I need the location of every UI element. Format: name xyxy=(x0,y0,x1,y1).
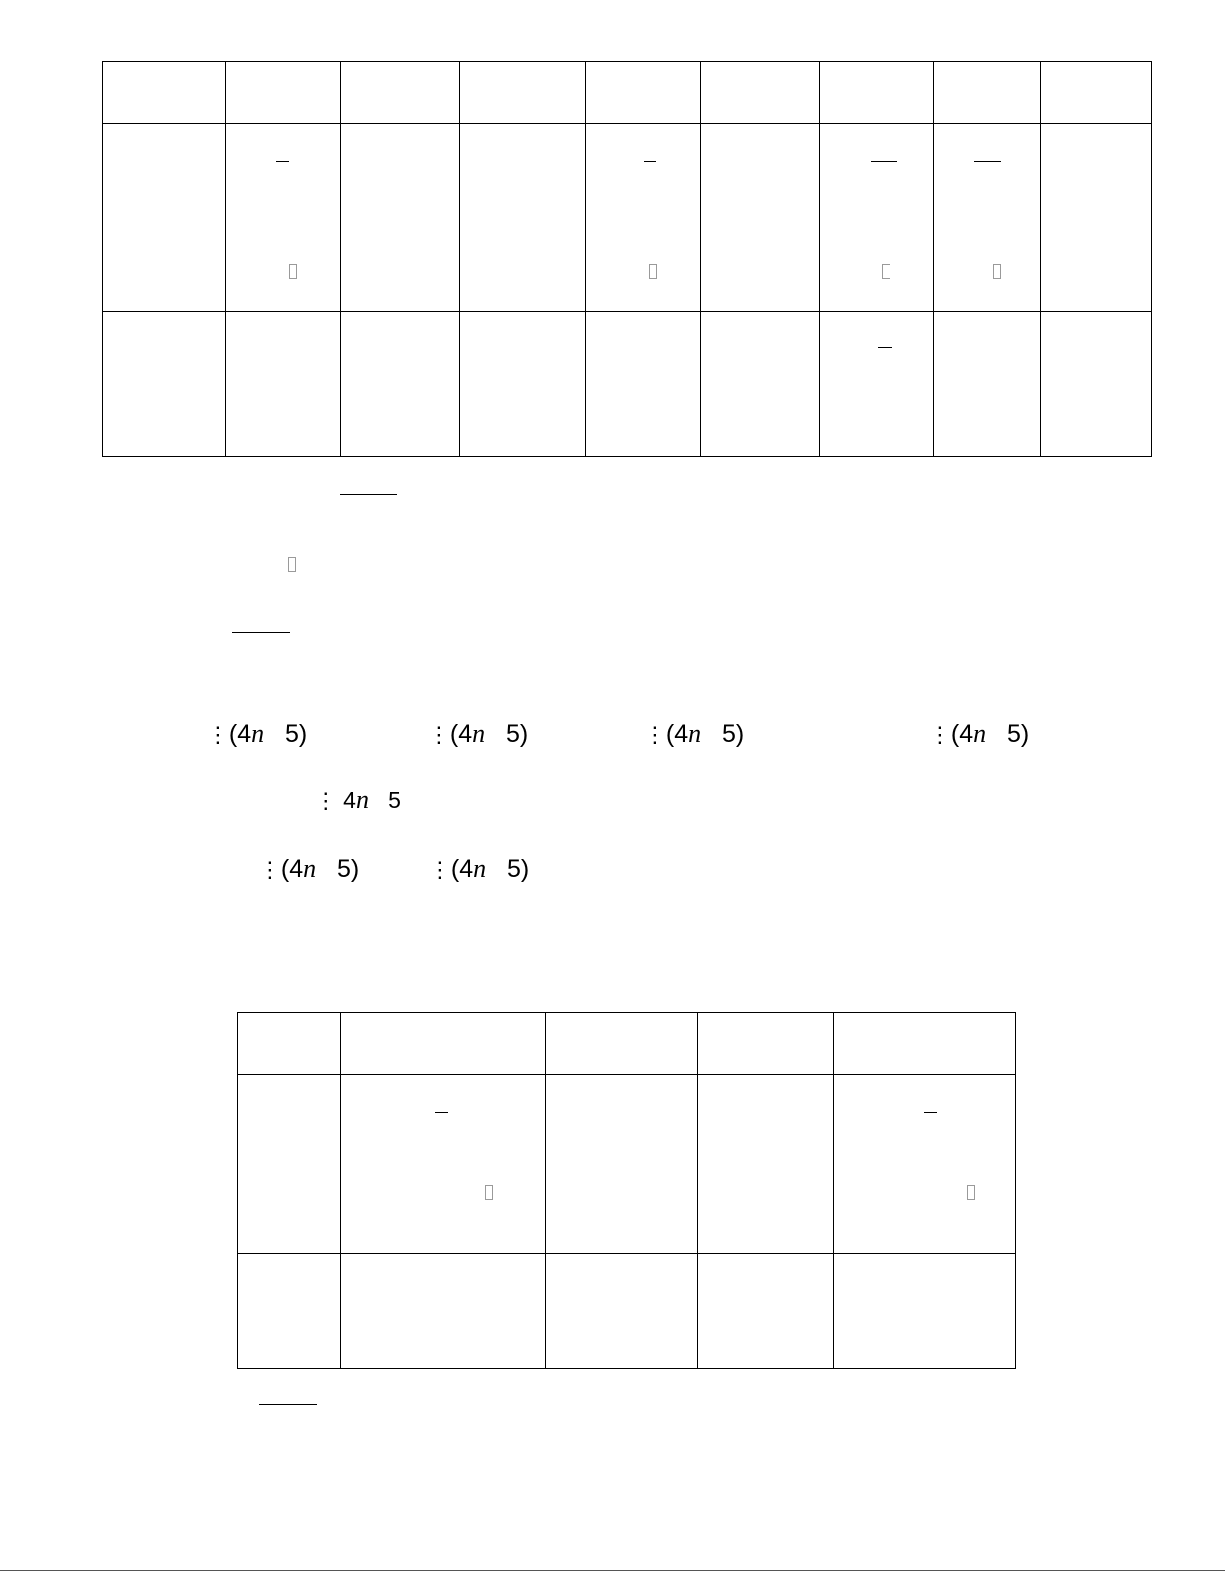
coefficient: 4 xyxy=(459,855,474,883)
operator-gap xyxy=(264,720,285,748)
operator-gap xyxy=(701,720,722,748)
math-expression xyxy=(415,831,529,882)
bottom-table-row xyxy=(238,1075,1016,1254)
paren-open: ( xyxy=(665,720,675,748)
table-cell xyxy=(820,62,934,124)
table-cell xyxy=(934,312,1041,457)
table-cell xyxy=(226,124,341,312)
table-cell xyxy=(103,312,226,457)
paren-close: ) xyxy=(735,720,745,748)
table-cell xyxy=(820,124,934,312)
bottom-table xyxy=(237,1012,1016,1369)
constant: 5 xyxy=(505,720,520,748)
variable: n xyxy=(251,719,265,748)
table-cell xyxy=(460,124,586,312)
operator-gap xyxy=(485,720,506,748)
paren-open: ( xyxy=(950,720,960,748)
coefficient: 4 xyxy=(674,720,689,748)
table-cell xyxy=(586,124,701,312)
table-cell xyxy=(341,124,460,312)
constant: 5 xyxy=(1006,720,1021,748)
table-cell xyxy=(226,312,341,457)
fraction-bar xyxy=(974,161,1001,162)
table-cell xyxy=(546,1254,698,1369)
table-cell xyxy=(586,312,701,457)
paren-open: ( xyxy=(450,855,460,883)
constant: 5 xyxy=(388,787,401,813)
bottom-table-row xyxy=(238,1254,1016,1369)
variable: n xyxy=(472,719,486,748)
operator-gap xyxy=(369,787,388,813)
blank-underline xyxy=(340,494,397,495)
constant: 5 xyxy=(336,855,351,883)
vertical-dots: ⋮ xyxy=(643,722,666,747)
table-cell xyxy=(698,1013,834,1075)
missing-glyph-box xyxy=(485,1185,493,1200)
math-expression xyxy=(193,696,307,747)
top-table-row xyxy=(103,124,1152,312)
bottom-table-header-row xyxy=(238,1013,1016,1075)
paren-close: ) xyxy=(298,720,308,748)
table-cell xyxy=(238,1075,341,1254)
table-cell xyxy=(820,312,934,457)
coefficient: 4 xyxy=(289,855,304,883)
constant: 5 xyxy=(284,720,299,748)
table-cell xyxy=(341,1075,546,1254)
coefficient: 4 xyxy=(343,787,356,813)
math-expression xyxy=(630,696,744,747)
table-cell xyxy=(341,1254,546,1369)
missing-glyph-box xyxy=(288,557,296,572)
variable: n xyxy=(473,854,487,883)
table-cell xyxy=(341,1013,546,1075)
table-cell xyxy=(226,62,341,124)
fraction-bar xyxy=(435,1112,448,1113)
paren-close: ) xyxy=(350,855,360,883)
paren-close: ) xyxy=(519,720,529,748)
table-cell xyxy=(341,312,460,457)
missing-glyph-box xyxy=(649,264,657,279)
paren-open: ( xyxy=(449,720,459,748)
table-cell xyxy=(546,1075,698,1254)
missing-glyph-box xyxy=(993,264,1001,279)
table-cell xyxy=(460,62,586,124)
math-expression xyxy=(915,696,1029,747)
top-table-header-row xyxy=(103,62,1152,124)
vertical-dots: ⋮ xyxy=(314,788,337,813)
variable: n xyxy=(303,854,317,883)
coefficient: 4 xyxy=(237,720,252,748)
paren-close: ) xyxy=(1020,720,1030,748)
fraction-bar xyxy=(924,1112,937,1113)
table-cell xyxy=(934,62,1041,124)
table-cell xyxy=(1041,124,1152,312)
table-cell xyxy=(238,1254,341,1369)
variable: n xyxy=(688,719,702,748)
vertical-dots: ⋮ xyxy=(427,722,450,747)
table-cell xyxy=(238,1013,341,1075)
paren-close: ) xyxy=(520,855,530,883)
table-cell xyxy=(834,1075,1016,1254)
paren-open: ( xyxy=(280,855,290,883)
operator-gap xyxy=(486,855,507,883)
coefficient: 4 xyxy=(959,720,974,748)
operator-gap xyxy=(986,720,1007,748)
constant: 5 xyxy=(721,720,736,748)
vertical-dots: ⋮ xyxy=(928,722,951,747)
fraction-bar xyxy=(276,161,289,162)
blank-underline xyxy=(259,1404,317,1405)
table-cell xyxy=(834,1254,1016,1369)
vertical-dots: ⋮ xyxy=(428,857,451,882)
blank-underline xyxy=(232,632,290,633)
paren-open: ( xyxy=(228,720,238,748)
table-cell xyxy=(341,62,460,124)
top-table xyxy=(102,61,1152,457)
table-cell xyxy=(698,1075,834,1254)
page-footer-rule xyxy=(0,1570,1225,1571)
table-cell xyxy=(698,1254,834,1369)
vertical-dots: ⋮ xyxy=(258,857,281,882)
table-cell xyxy=(834,1013,1016,1075)
table-cell xyxy=(701,312,820,457)
math-expression xyxy=(245,831,359,882)
vertical-dots: ⋮ xyxy=(206,722,229,747)
table-cell xyxy=(103,124,226,312)
missing-glyph-box xyxy=(289,264,297,279)
math-expression xyxy=(302,764,401,813)
table-cell xyxy=(1041,312,1152,457)
fraction-bar xyxy=(878,347,892,348)
fraction-bar xyxy=(871,161,897,162)
coefficient: 4 xyxy=(458,720,473,748)
table-cell xyxy=(1041,62,1152,124)
top-table-row xyxy=(103,312,1152,457)
table-cell xyxy=(586,62,701,124)
constant: 5 xyxy=(506,855,521,883)
table-cell xyxy=(701,62,820,124)
variable: n xyxy=(973,719,987,748)
variable: n xyxy=(355,785,369,814)
table-cell xyxy=(460,312,586,457)
fraction-bar xyxy=(644,161,656,162)
missing-glyph-box xyxy=(967,1185,975,1200)
missing-glyph-box xyxy=(882,264,890,279)
table-cell xyxy=(701,124,820,312)
operator-gap xyxy=(316,855,337,883)
table-cell xyxy=(934,124,1041,312)
table-cell xyxy=(103,62,226,124)
math-expression xyxy=(414,696,528,747)
table-cell xyxy=(546,1013,698,1075)
